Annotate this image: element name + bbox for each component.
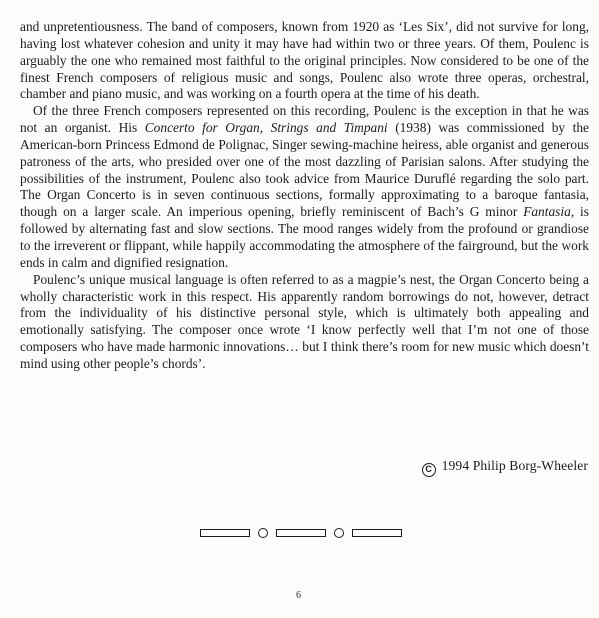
page-number: 6 xyxy=(296,590,301,601)
paragraph-2 xyxy=(20,103,589,271)
paragraph-2-text-b: (1938) was commissioned by the American-born Princess Edmond de Polignac, Singer sewing-machine heiress, able organist and generous patroness of the arts, who presided over one of the most dazzling of Parisian salons. After studying the possibilities of the instrument, Poulenc also took advice from Maurice Duruflé regarding the solo part. The Organ Concerto is in seven continuous sections, formally approximating to a baroque fantasia, though on a larger scale. An imperious opening, briefly reminiscent of Bach’s G minor xyxy=(20,120,589,220)
work-title-fantasia: Fantasia xyxy=(523,204,571,220)
divider-circle-left xyxy=(258,528,268,538)
decorative-divider xyxy=(200,526,402,540)
divider-bar-middle xyxy=(276,529,326,537)
paragraph-3: Poulenc’s unique musical language is often referred to as a magpie’s nest, the Organ Concerto being a wholly characteristic work in this respect. His apparently random borrowings do not, however, detract from the individuality of his distinctive personal style, which is ultimately both appealing and emotionally satisfying. The composer once wrote ‘I know perfectly well that I’m not one of those composers who have made harmonic innovations… but I think there’s room for new music which doesn’t mind using other people’s chords’. xyxy=(20,271,589,371)
copyright-text: 1994 Philip Borg-Wheeler xyxy=(441,458,588,473)
paragraph-2-text-c: , is followed by alternating fast and slow sections. The mood ranges widely from the profound or grandiose to the irreverent or flippant, while happily accommodating the atmosphere of the fairground, but the work ends in calm and dignified resignation. xyxy=(20,204,589,270)
work-title-concerto: Concerto for Organ, Strings and Timpani xyxy=(144,120,388,136)
divider-bar-right xyxy=(352,529,402,537)
essay-text xyxy=(20,19,589,373)
paragraph-2-text-a: Of the three French composers represented on this recording, Poulenc is the exception in that he was not an organist. His xyxy=(20,103,589,136)
divider-circle-right xyxy=(334,528,344,538)
copyright-icon: C xyxy=(422,463,436,477)
copyright-line xyxy=(422,458,588,477)
paragraph-1: and unpretentiousness. The band of composers, known from 1920 as ‘Les Six’, did not survive for long, having lost whatever cohesion and unity it may have had within two or three years. Of them, Poulenc is arguably the one who remained most faithful to the original principles. Now considered to be one of the finest French composers of religious music and songs, Poulenc also wrote three operas, orchestral, chamber and piano music, and was working on a fourth opera at the time of his death. xyxy=(20,19,589,102)
divider-bar-left xyxy=(200,529,250,537)
